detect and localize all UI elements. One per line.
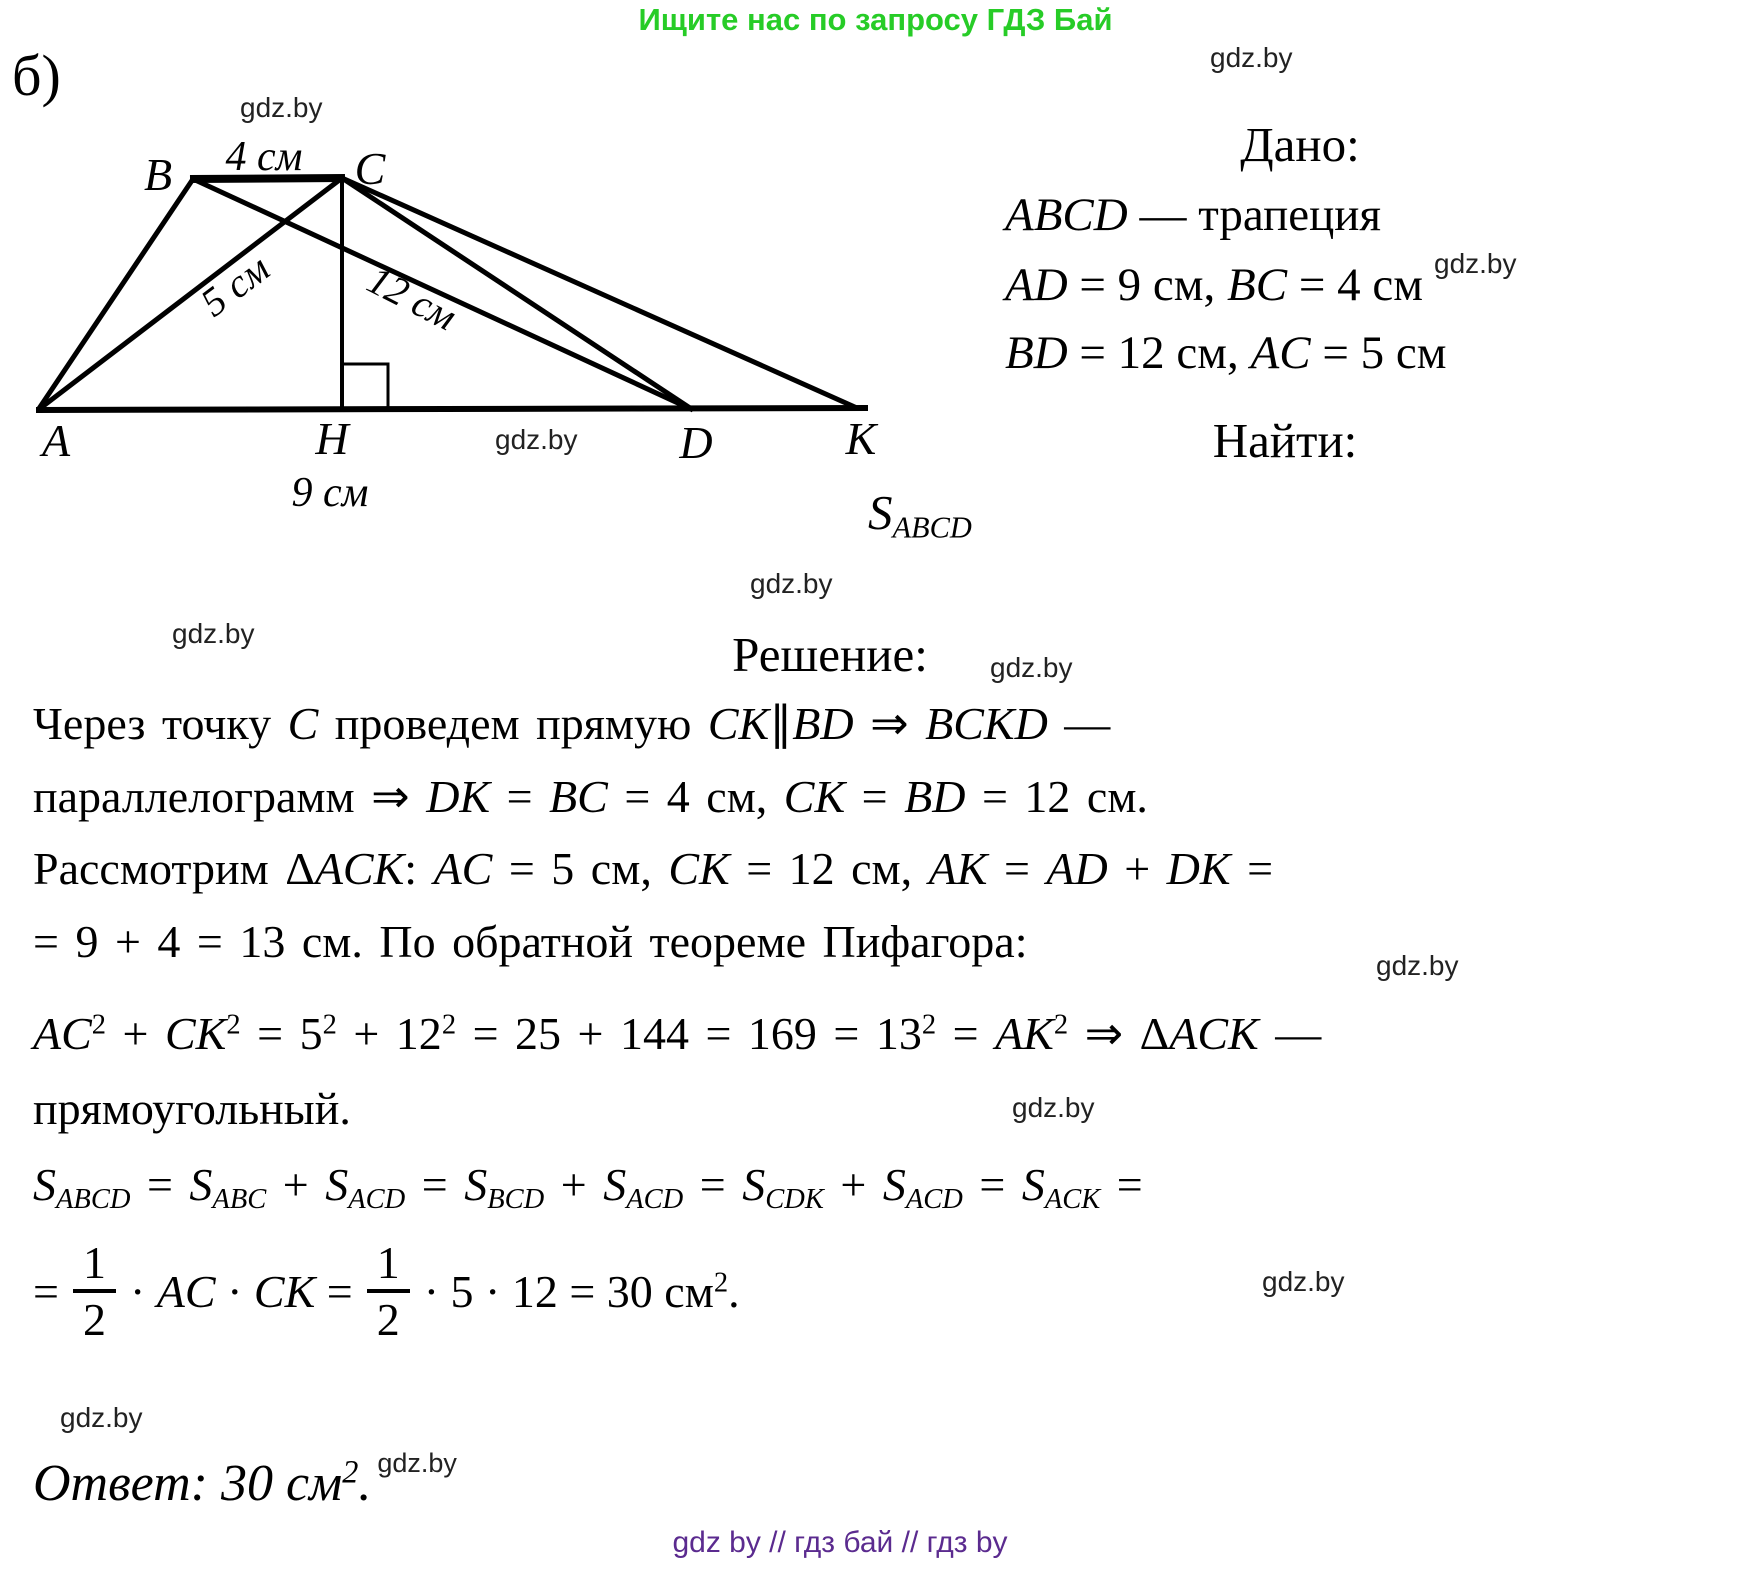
given-line-ad-bc: AD = 9 см, BC = 4 см <box>1005 259 1423 311</box>
given-line-bd-ac: BD = 12 см, AC = 5 см <box>1005 327 1447 379</box>
solution-title: Решение: <box>732 627 928 682</box>
watermark-gdz: gdz.by <box>990 652 1073 683</box>
vertex-label-a: A <box>41 415 71 466</box>
segment-ac-diagonal <box>38 178 342 410</box>
solution-line-1: Через точку C проведем прямую CK∥BD ⇒ BCKD — <box>33 698 1111 749</box>
answer-text: Ответ: 30 $см^2$. <box>33 1453 372 1512</box>
watermark-gdz: gdz.by <box>495 424 578 455</box>
geometry-figure <box>0 80 900 560</box>
watermark-gdz: gdz.by <box>1434 248 1517 279</box>
vertex-label-b: B <box>143 149 173 200</box>
solution-line-4: = 9 + 4 = 13 см. По обратной теореме Пифагора: <box>33 916 1028 967</box>
vertex-label-h: H <box>315 413 349 464</box>
frac-mid: · AC · CK = <box>129 1266 353 1318</box>
answer-line <box>33 1448 457 1513</box>
segment-ab <box>38 179 193 410</box>
find-title: Найти: <box>1212 413 1358 468</box>
fraction-numerator: 1 <box>82 1237 106 1288</box>
footer-links: gdz by // гдз бай // гдз by <box>672 1526 1008 1559</box>
right-angle-mark <box>342 364 388 408</box>
promo-banner: Ищите нас по запросу ГДЗ Бай <box>638 2 1113 37</box>
watermark-gdz: gdz.by <box>1012 1092 1095 1123</box>
watermark-gdz: gdz.by <box>60 1402 143 1433</box>
frac-lead: = <box>33 1266 59 1318</box>
watermark-gdz: gdz.by <box>1262 1266 1345 1297</box>
watermark-gdz: gdz.by <box>1210 42 1293 73</box>
frac-tail: · 5 · 12 = 30 $см^2$. <box>423 1266 740 1318</box>
measure-ac-label: 5 см <box>192 245 278 326</box>
vertex-label-k: K <box>845 413 877 464</box>
fraction-one-half-1 <box>73 1238 116 1345</box>
fraction-denominator: 2 <box>73 1289 116 1346</box>
fraction-numerator: 1 <box>376 1237 400 1288</box>
given-line-trapezoid: ABCD — трапеция <box>1005 189 1382 241</box>
solution-line-6: прямоугольный. <box>33 1083 351 1134</box>
vertex-label-d: D <box>679 417 713 468</box>
solution-line-3: Рассмотрим ΔACK: AC = 5 см, CK = 12 см, AK = AD + DK = <box>33 843 1274 894</box>
watermark-gdz: gdz.by <box>377 1448 457 1478</box>
watermark-gdz: gdz.by <box>750 568 833 599</box>
vertex-label-c: C <box>354 143 386 194</box>
solution-line-7: $S_{ABCD} = S_{ABC} + S_{ACD} = S_{BCD} + S_{ACD} = S_{CDK} + S_{ACD} = S_{ACK}$ = <box>33 1159 1143 1215</box>
fraction-denominator: 2 <box>367 1289 410 1346</box>
measure-bd-label: 12 см <box>360 256 464 340</box>
measure-ad-label: 9 см <box>291 470 369 516</box>
find-value: $S_{ABCD}$ <box>868 485 972 545</box>
watermark-gdz: gdz.by <box>1376 950 1459 981</box>
part-label: б) <box>12 43 61 108</box>
watermark-gdz: gdz.by <box>240 92 323 123</box>
watermark-gdz: gdz.by <box>172 618 255 649</box>
solution-line-5: $AC^2 + CK^2 = 5^2 + 12^2 = 25 + 144 = 169 = 13^2 = AK^2$ ⇒ ΔACK — <box>33 1008 1322 1059</box>
solution-line-2: параллелограмм ⇒ DK = BC = 4 см, CK = BD = 12 см. <box>33 771 1148 822</box>
solution-fraction-line <box>33 1238 740 1345</box>
segment-ak-baseline <box>36 408 868 410</box>
given-title: Дано: <box>1240 117 1360 172</box>
measure-bc-label: 4 см <box>225 134 303 180</box>
fraction-one-half-2 <box>367 1238 410 1345</box>
